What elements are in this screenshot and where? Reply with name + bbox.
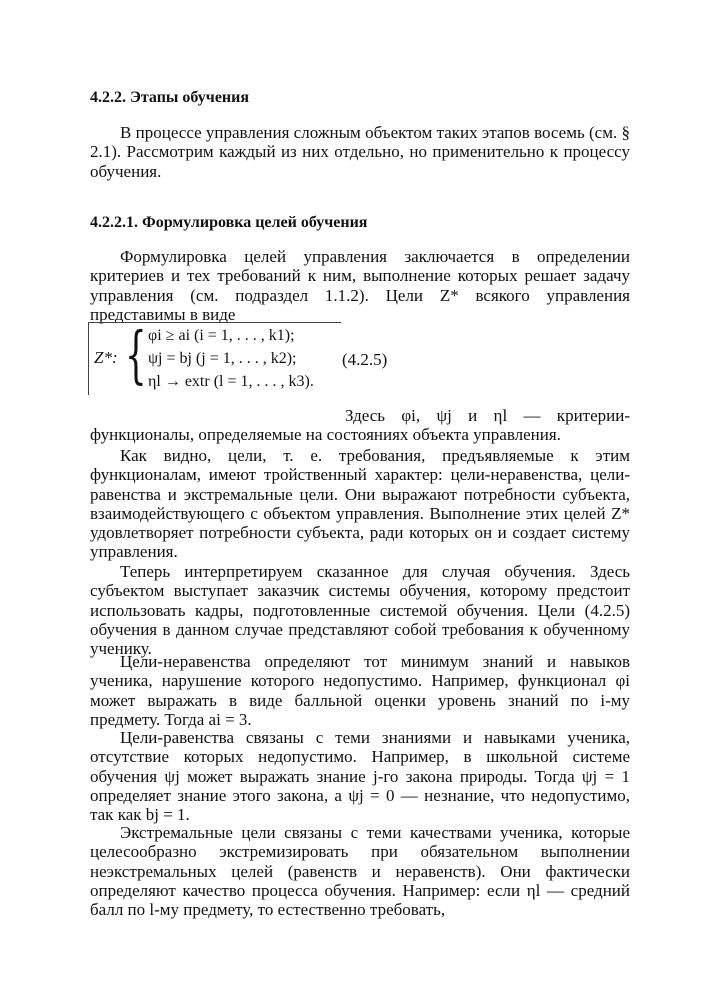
paragraph-interpretation: Теперь интерпретируем сказанное для случая обучения. Здесь субъектом выступает заказчик системы обучения, которому предстоит использовать кадры, подготовленные системой обучения. Цели (4.2.5) обучения в данном случае представляют собой требования к обученному ученику.	[90, 562, 630, 659]
section-heading-stages: 4.2.2. Этапы обучения	[90, 89, 250, 106]
paragraph-goal-types: Как видно, цели, т. е. требования, предъявляемые к этим функционалам, имеют тройственный характер: цели-неравенства, цели-равенства и экстремальные цели. Они выражают потребности субъекта, взаимодействующего с объектом управления. Выполнение этих целей Z* удовлетворяет потребности субъекта, ради которых он и создает систему управления.	[90, 446, 630, 562]
formula-4-2-5	[88, 318, 418, 398]
formula-brace: {	[125, 318, 147, 391]
paragraph-stages-intro: В процессе управления сложным объектом таких этапов восемь (см. § 2.1). Рассмотрим каждый из них отдельно, но применительно к процессу обучения.	[90, 123, 630, 181]
paragraph-equality-goals: Цели-равенства связаны с теми знаниями и навыками ученика, отсутствие которых недопустимо. Например, в школьной системе обучения ψj может выражать знание j-го закона природы. Тогда ψj = 1 определяет знание этого закона, а ψj = 0 — незнание, что недопустимо, так как bj = 1.	[90, 728, 630, 825]
paragraph-goals-intro: Формулировка целей управления заключается в определении критериев и тех требований к ним, выполнение которых решает задачу управления (см. подраздел 1.1.2). Цели Z* всякого управления представимы в виде	[90, 247, 630, 324]
formula-lhs: Z*:	[94, 348, 118, 367]
formula-line-inequality: φi ≥ ai (i = 1, . . . , k1);	[148, 327, 295, 344]
formula-line-equality: ψj = bj (j = 1, . . . , k2);	[148, 350, 297, 367]
paragraph-inequality-goals: Цели-неравенства определяют тот минимум знаний и навыков ученика, нарушение которого недопустимо. Например, функционал φi может выражать в виде балльной оценки уровень знаний по i-му предмету. Тогда ai = 3.	[90, 652, 630, 729]
paragraph-criteria: Здесь φi, ψj и ηl — критерии-функционалы, определяемые на состояниях объекта управления.	[90, 406, 630, 445]
section-heading-goals: 4.2.2.1. Формулировка целей обучения	[90, 214, 368, 231]
formula-number: (4.2.5)	[342, 350, 388, 369]
formula-line-extremum: ηl → extr (l = 1, . . . , k3).	[148, 373, 314, 390]
paragraph-extremal-goals: Экстремальные цели связаны с теми качествами ученика, которые целесообразно экстремизировать при обязательном выполнении неэкстремальных целей (равенств и неравенств). Они фактически определяют качество процесса обучения. Например: если ηl — средний балл по l-му предмету, то естественно требовать,	[90, 823, 630, 920]
